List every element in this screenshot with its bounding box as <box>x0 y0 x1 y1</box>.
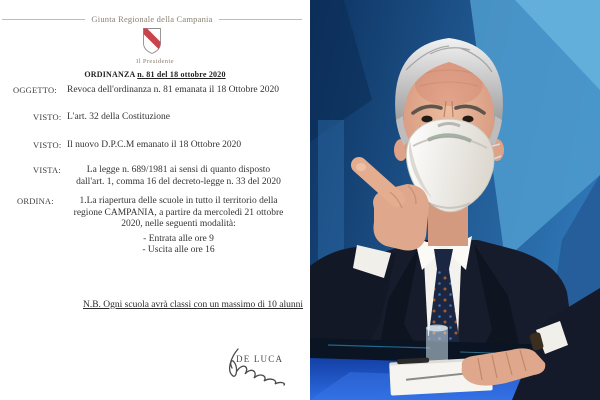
president-label: Il Presidente <box>136 58 174 65</box>
header-rule-right <box>219 19 302 20</box>
signature-name: DE LUCA <box>236 354 284 364</box>
section-oggetto <box>0 85 310 97</box>
section-ordina <box>0 196 310 257</box>
ordinance-title-detail: n. 81 del 18 ottobre 2020 <box>137 70 226 79</box>
nota-bene: N.B. Ogni scuola avrà classi con un massimo di 10 alunni <box>82 300 304 310</box>
campania-crest-icon <box>142 27 162 55</box>
section-line: dall'art. 1, comma 16 del decreto-legge n. 33 del 2020 <box>76 176 281 187</box>
photo-panel <box>310 0 600 400</box>
section-label: OGGETTO: <box>13 85 57 95</box>
section-visto-2 <box>0 140 310 152</box>
water-glass <box>426 325 448 365</box>
section-line: 1.La riapertura delle scuole in tutto il territorio della <box>79 196 278 206</box>
bullet-uscita: - Uscita alle ore 16 <box>142 245 215 255</box>
fingernail <box>356 163 366 171</box>
section-line: Il nuovo D.P.C.M emanato il 18 Ottobre 2020 <box>67 140 242 150</box>
ordinance-title-prefix: ORDINANZA <box>84 70 136 79</box>
section-line: La legge n. 689/1981 ai sensi di quanto disposto <box>86 165 271 175</box>
document-header <box>0 14 304 24</box>
section-label: VISTO: <box>33 112 62 122</box>
institution-name: Giunta Regionale della Campania <box>91 14 213 24</box>
section-label: VISTO: <box>33 140 62 150</box>
ordinance-title <box>0 70 310 79</box>
section-label: ORDINA: <box>17 196 54 206</box>
section-line: Revoca dell'ordinanza n. 81 emanata il 18 Ottobre 2020 <box>67 85 279 95</box>
section-line: regione CAMPANIA, a partire da mercoledì 21 ottobre <box>73 207 284 218</box>
section-visto-1 <box>0 112 310 124</box>
header-rule-left <box>2 19 85 20</box>
section-line: 2020, nelle seguenti modalità: <box>121 219 236 229</box>
signature-scribble <box>224 347 290 389</box>
bullet-entrata: - Entrata alle ore 9 <box>143 233 214 244</box>
signature-block <box>236 349 306 367</box>
section-label: VISTA: <box>33 165 61 175</box>
section-vista <box>0 165 310 188</box>
section-line: L'art. 32 della Costituzione <box>67 112 171 122</box>
